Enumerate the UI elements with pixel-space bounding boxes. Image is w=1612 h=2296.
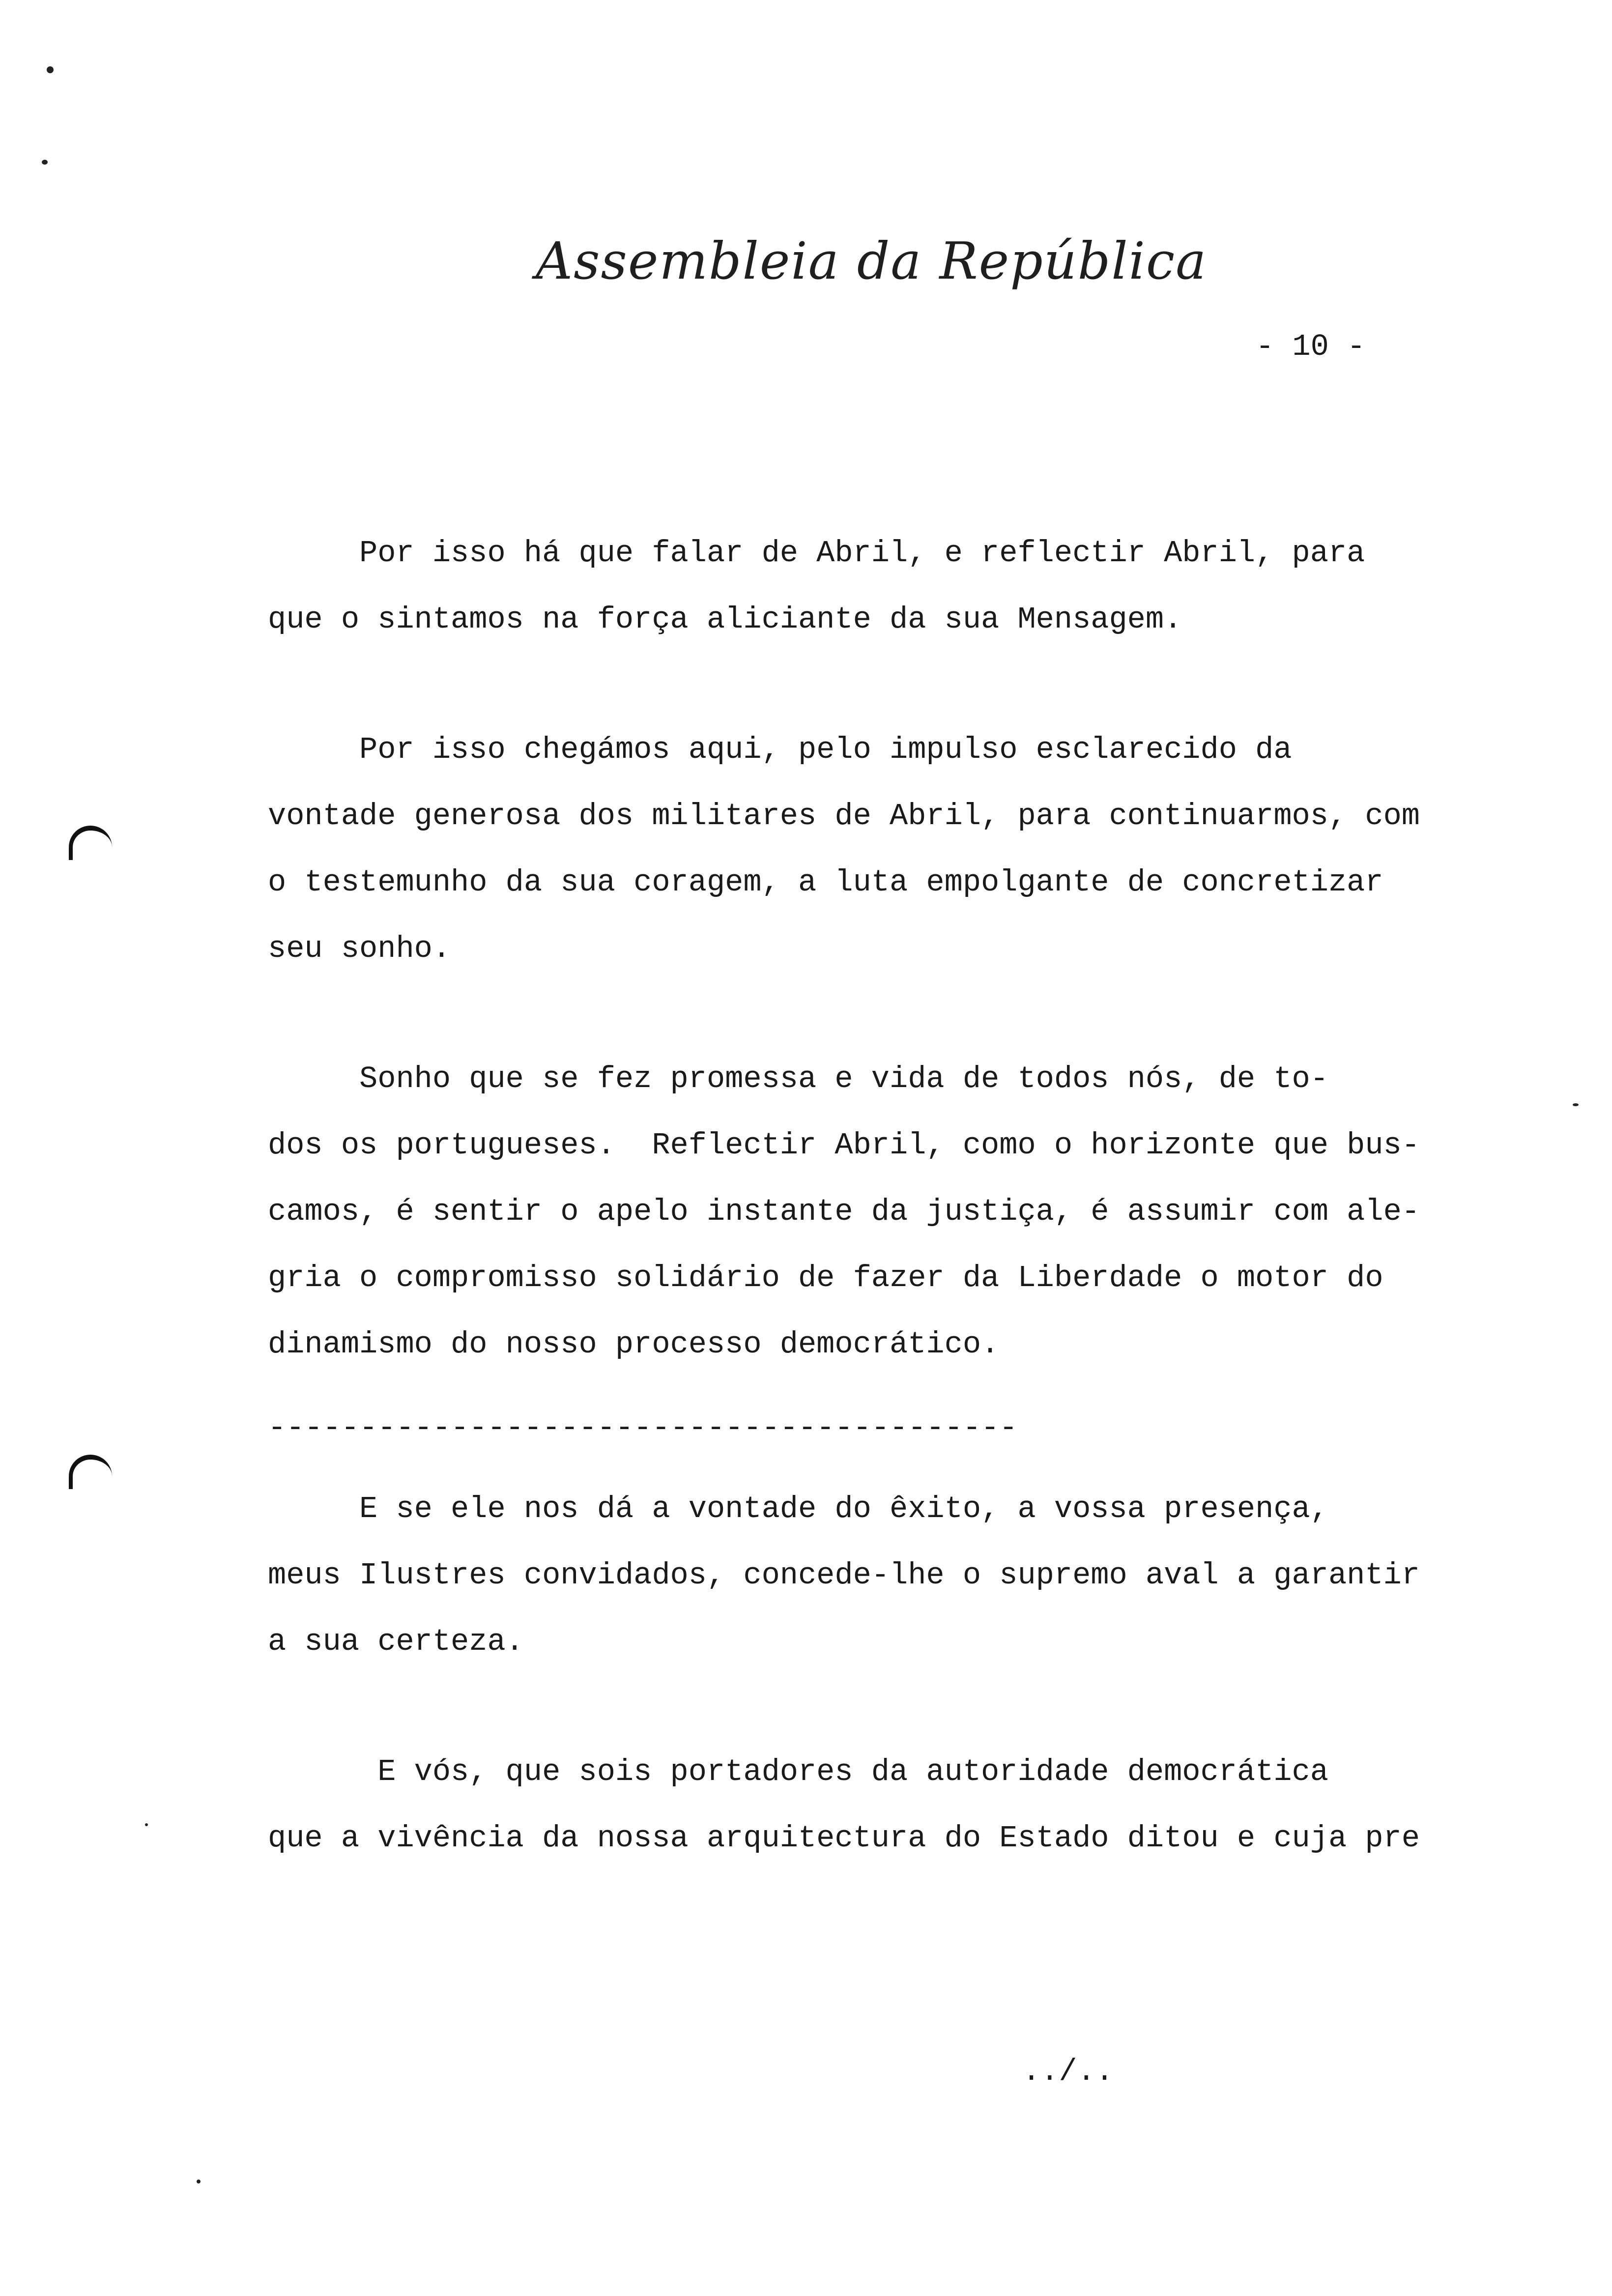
text-line: E vós, que sois portadores da autoridade democrática [268, 1754, 1328, 1789]
letterhead-title: Assembleia da República [536, 231, 1208, 291]
text-line: dinamismo do nosso processo democrático. [268, 1327, 1000, 1362]
scan-speck [197, 2180, 201, 2183]
text-line: seu sonho. [268, 931, 451, 966]
text-line: dos os portugueses. Reflectir Abril, como o horizonte que bus- [268, 1128, 1420, 1163]
text-line: que o sintamos na força aliciante da sua Mensagem. [268, 602, 1182, 637]
text-line: o testemunho da sua coragem, a luta empolgante de concretizar [268, 865, 1383, 900]
binder-hole-mark [69, 1455, 112, 1489]
text-line: E se ele nos dá a vontade do êxito, a vossa presença, [268, 1492, 1328, 1526]
text-line: meus Ilustres convidados, concede-lhe o supremo aval a garantir [268, 1558, 1420, 1593]
continuation-mark: ../.. [1022, 2054, 1114, 2089]
text-line: gria o compromisso solidário de fazer da Liberdade o motor do [268, 1261, 1383, 1295]
binder-hole-mark [69, 826, 112, 860]
text-line: a sua certeza. [268, 1624, 524, 1659]
scan-speck [145, 1823, 148, 1826]
text-line: Por isso chegámos aqui, pelo impulso esclarecido da [268, 732, 1292, 767]
scan-speck [47, 66, 54, 73]
text-line: Por isso há que falar de Abril, e reflectir Abril, para [268, 536, 1365, 571]
separator-dashes: ----------------------------------------- [268, 1410, 1018, 1445]
text-line: vontade generosa dos militares de Abril, para continuarmos, com [268, 799, 1420, 833]
page-number: - 10 - [1256, 329, 1366, 364]
text-line: que a vivência da nossa arquitectura do Estado ditou e cuja pre [268, 1821, 1420, 1856]
scan-speck [1573, 1103, 1579, 1106]
text-line: Sonho que se fez promessa e vida de todos nós, de to- [268, 1062, 1328, 1096]
text-line: camos, é sentir o apelo instante da justiça, é assumir com ale- [268, 1194, 1420, 1229]
scan-speck [42, 160, 48, 165]
